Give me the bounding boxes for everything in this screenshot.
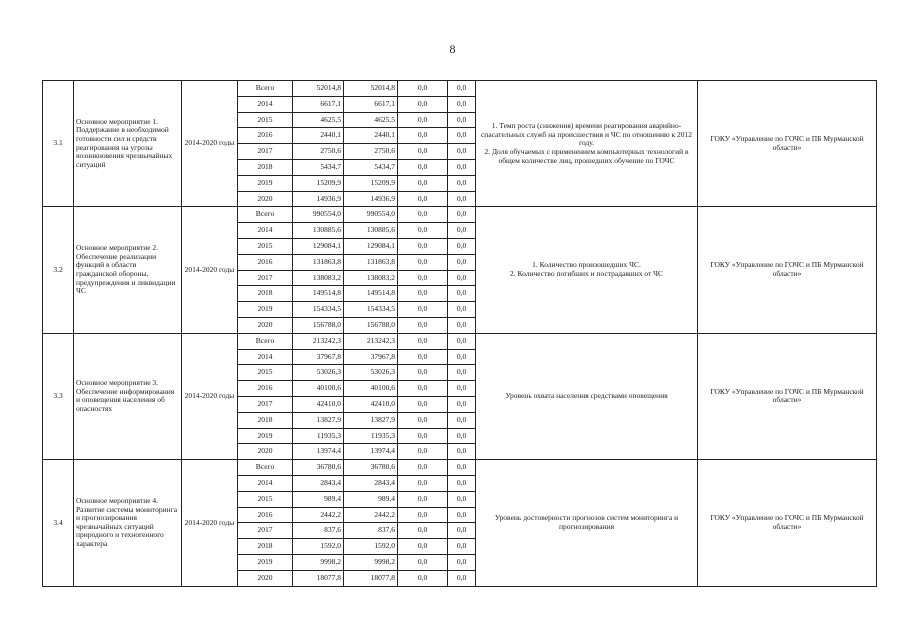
total-cell: 13974,4 (293, 444, 344, 460)
regional-cell: 9998,2 (344, 554, 398, 570)
total-cell: 36780,6 (293, 460, 344, 476)
total-cell: 154334,5 (293, 302, 344, 318)
other-cell: 0,0 (448, 144, 476, 160)
federal-cell: 0,0 (398, 507, 448, 523)
total-cell: 131863,8 (293, 254, 344, 270)
indicator-text: 2. Количество погибших и пострадавших от ЧС (509, 269, 664, 279)
indicators-cell (476, 81, 698, 207)
federal-cell: 0,0 (398, 223, 448, 239)
regional-cell: 36780,6 (344, 460, 398, 476)
indicators-cell (476, 460, 698, 586)
federal-cell: 0,0 (398, 317, 448, 333)
regional-cell: 2442,2 (344, 507, 398, 523)
year-cell: 2015 (238, 238, 293, 254)
total-cell: 990554,0 (293, 207, 344, 223)
regional-cell: 6617,1 (344, 96, 398, 112)
year-cell: Всего (238, 207, 293, 223)
federal-cell: 0,0 (398, 523, 448, 539)
federal-cell: 0,0 (398, 570, 448, 586)
executor-cell: ГОКУ «Управление по ГОЧС и ПБ Мурманской области» (698, 207, 877, 333)
total-cell: 15209,9 (293, 175, 344, 191)
measure-period: 2014-2020 годы (182, 333, 238, 459)
other-cell: 0,0 (448, 475, 476, 491)
regional-cell: 213242,3 (344, 333, 398, 349)
regional-cell: 40100,6 (344, 381, 398, 397)
year-cell: 2015 (238, 112, 293, 128)
measure-number: 3.3 (43, 333, 74, 459)
total-cell: 9998,2 (293, 554, 344, 570)
federal-cell: 0,0 (398, 412, 448, 428)
total-cell: 2843,4 (293, 475, 344, 491)
other-cell: 0,0 (448, 302, 476, 318)
year-cell: 2017 (238, 396, 293, 412)
total-cell: 52014,8 (293, 81, 344, 97)
other-cell: 0,0 (448, 412, 476, 428)
total-cell: 2750,6 (293, 144, 344, 160)
year-cell: 2016 (238, 254, 293, 270)
other-cell: 0,0 (448, 112, 476, 128)
regional-cell: 989,4 (344, 491, 398, 507)
federal-cell: 0,0 (398, 191, 448, 207)
year-cell: 2017 (238, 270, 293, 286)
total-cell: 149514,8 (293, 286, 344, 302)
year-cell: 2019 (238, 302, 293, 318)
year-cell: 2019 (238, 175, 293, 191)
regional-cell: 4625,5 (344, 112, 398, 128)
measure-period: 2014-2020 годы (182, 207, 238, 333)
other-cell: 0,0 (448, 175, 476, 191)
federal-cell: 0,0 (398, 333, 448, 349)
year-cell: 2016 (238, 381, 293, 397)
total-cell: 156788,0 (293, 317, 344, 333)
regional-cell: 131863,8 (344, 254, 398, 270)
total-cell: 14936,9 (293, 191, 344, 207)
regional-cell: 990554,0 (344, 207, 398, 223)
other-cell: 0,0 (448, 223, 476, 239)
page-number: 8 (449, 42, 456, 56)
other-cell: 0,0 (448, 365, 476, 381)
year-cell: 2015 (238, 365, 293, 381)
year-cell: 2014 (238, 349, 293, 365)
regional-cell: 149514,8 (344, 286, 398, 302)
year-cell: 2017 (238, 523, 293, 539)
year-cell: 2017 (238, 144, 293, 160)
regional-cell: 53026,3 (344, 365, 398, 381)
regional-cell: 837,6 (344, 523, 398, 539)
other-cell: 0,0 (448, 396, 476, 412)
total-cell: 11935,3 (293, 428, 344, 444)
federal-cell: 0,0 (398, 554, 448, 570)
regional-cell: 154334,5 (344, 302, 398, 318)
regional-cell: 130885,6 (344, 223, 398, 239)
year-cell: 2018 (238, 412, 293, 428)
federal-cell: 0,0 (398, 349, 448, 365)
other-cell: 0,0 (448, 539, 476, 555)
federal-cell: 0,0 (398, 254, 448, 270)
federal-cell: 0,0 (398, 428, 448, 444)
total-cell: 837,6 (293, 523, 344, 539)
regional-cell: 2440,1 (344, 128, 398, 144)
measure-period: 2014-2020 годы (182, 81, 238, 207)
federal-cell: 0,0 (398, 175, 448, 191)
total-cell: 129084,1 (293, 238, 344, 254)
measure-name: Основное мероприятие 2. Обеспечение реализации функций в области гражданской обороны, предупреждения и ликвидации ЧС (74, 207, 182, 333)
year-cell: 2014 (238, 223, 293, 239)
indicator-text: Уровень достоверности прогнозов систем мониторинга и прогнозирования (494, 513, 679, 531)
other-cell: 0,0 (448, 428, 476, 444)
other-cell: 0,0 (448, 491, 476, 507)
other-cell: 0,0 (448, 159, 476, 175)
federal-cell: 0,0 (398, 286, 448, 302)
regional-cell: 14936,9 (344, 191, 398, 207)
regional-cell: 18077,8 (344, 570, 398, 586)
table-row (43, 207, 877, 223)
total-cell: 989,4 (293, 491, 344, 507)
regional-cell: 138083,2 (344, 270, 398, 286)
measure-name: Основное мероприятие 3. Обеспечение информирования и оповещения населения об опасностях (74, 333, 182, 459)
year-cell: 2016 (238, 507, 293, 523)
total-cell: 5434,7 (293, 159, 344, 175)
federal-cell: 0,0 (398, 144, 448, 160)
federal-cell: 0,0 (398, 539, 448, 555)
total-cell: 40100,6 (293, 381, 344, 397)
other-cell: 0,0 (448, 444, 476, 460)
measure-number: 3.2 (43, 207, 74, 333)
other-cell: 0,0 (448, 238, 476, 254)
executor-cell: ГОКУ «Управление по ГОЧС и ПБ Мурманской области» (698, 333, 877, 459)
total-cell: 138083,2 (293, 270, 344, 286)
other-cell: 0,0 (448, 96, 476, 112)
regional-cell: 129084,1 (344, 238, 398, 254)
year-cell: 2020 (238, 191, 293, 207)
other-cell: 0,0 (448, 128, 476, 144)
other-cell: 0,0 (448, 207, 476, 223)
other-cell: 0,0 (448, 254, 476, 270)
measure-number: 3.1 (43, 81, 74, 207)
total-cell: 1592,0 (293, 539, 344, 555)
federal-cell: 0,0 (398, 460, 448, 476)
total-cell: 130885,6 (293, 223, 344, 239)
other-cell: 0,0 (448, 349, 476, 365)
total-cell: 2442,2 (293, 507, 344, 523)
total-cell: 18077,8 (293, 570, 344, 586)
other-cell: 0,0 (448, 81, 476, 97)
federal-cell: 0,0 (398, 444, 448, 460)
federal-cell: 0,0 (398, 491, 448, 507)
year-cell: 2014 (238, 96, 293, 112)
other-cell: 0,0 (448, 460, 476, 476)
year-cell: Всего (238, 460, 293, 476)
other-cell: 0,0 (448, 523, 476, 539)
federal-cell: 0,0 (398, 381, 448, 397)
measure-name: Основное мероприятие 1. Поддержание в необходимой готовности сил и средств реагирования на угрозы возникновения чрезвычайных ситуаций (74, 81, 182, 207)
year-cell: Всего (238, 333, 293, 349)
total-cell: 4625,5 (293, 112, 344, 128)
federal-cell: 0,0 (398, 238, 448, 254)
federal-cell: 0,0 (398, 159, 448, 175)
other-cell: 0,0 (448, 286, 476, 302)
other-cell: 0,0 (448, 507, 476, 523)
indicator-text: Уровень охвата населения средствами оповещения (505, 391, 668, 401)
federal-cell: 0,0 (398, 302, 448, 318)
regional-cell: 156788,0 (344, 317, 398, 333)
year-cell: 2018 (238, 539, 293, 555)
executor-cell: ГОКУ «Управление по ГОЧС и ПБ Мурманской области» (698, 81, 877, 207)
indicators-cell (476, 207, 698, 333)
regional-cell: 52014,8 (344, 81, 398, 97)
year-cell: 2014 (238, 475, 293, 491)
regional-cell: 13974,4 (344, 444, 398, 460)
year-cell: 2019 (238, 554, 293, 570)
indicator-text: 1. Темп роста (снижения) времени реагирования аварийно-спасательных служб на происшествия и ЧС по отношению к 2012 году. (480, 121, 693, 148)
other-cell: 0,0 (448, 191, 476, 207)
year-cell: 2020 (238, 444, 293, 460)
indicators-cell (476, 333, 698, 459)
total-cell: 53026,3 (293, 365, 344, 381)
regional-cell: 13827,9 (344, 412, 398, 428)
regional-cell: 42410,0 (344, 396, 398, 412)
table-row (43, 460, 877, 476)
year-cell: 2020 (238, 570, 293, 586)
regional-cell: 11935,3 (344, 428, 398, 444)
measure-period: 2014-2020 годы (182, 460, 238, 586)
indicator-text: 2. Доля обучаемых с применением компьютерных технологий в общем количестве лиц, прошедших обучение по ГОЧС (484, 147, 689, 165)
other-cell: 0,0 (448, 317, 476, 333)
total-cell: 213242,3 (293, 333, 344, 349)
regional-cell: 2843,4 (344, 475, 398, 491)
measure-name: Основное мероприятие 4. Развитие системы мониторинга и прогнозирования чрезвычайных ситуаций природного и техногенного характера (74, 460, 182, 586)
total-cell: 6617,1 (293, 96, 344, 112)
federal-cell: 0,0 (398, 365, 448, 381)
regional-cell: 37967,8 (344, 349, 398, 365)
federal-cell: 0,0 (398, 396, 448, 412)
total-cell: 42410,0 (293, 396, 344, 412)
regional-cell: 1592,0 (344, 539, 398, 555)
regional-cell: 5434,7 (344, 159, 398, 175)
year-cell: 2015 (238, 491, 293, 507)
other-cell: 0,0 (448, 554, 476, 570)
other-cell: 0,0 (448, 333, 476, 349)
total-cell: 2440,1 (293, 128, 344, 144)
year-cell: 2020 (238, 317, 293, 333)
federal-cell: 0,0 (398, 112, 448, 128)
federal-cell: 0,0 (398, 96, 448, 112)
other-cell: 0,0 (448, 570, 476, 586)
year-cell: 2018 (238, 286, 293, 302)
federal-cell: 0,0 (398, 270, 448, 286)
year-cell: 2018 (238, 159, 293, 175)
year-cell: Всего (238, 81, 293, 97)
total-cell: 37967,8 (293, 349, 344, 365)
regional-cell: 15209,9 (344, 175, 398, 191)
table-row (43, 81, 877, 97)
federal-cell: 0,0 (398, 207, 448, 223)
measure-number: 3.4 (43, 460, 74, 586)
other-cell: 0,0 (448, 381, 476, 397)
year-cell: 2016 (238, 128, 293, 144)
federal-cell: 0,0 (398, 81, 448, 97)
year-cell: 2019 (238, 428, 293, 444)
executor-cell: ГОКУ «Управление по ГОЧС и ПБ Мурманской области» (698, 460, 877, 586)
other-cell: 0,0 (448, 270, 476, 286)
table-row (43, 333, 877, 349)
federal-cell: 0,0 (398, 475, 448, 491)
federal-cell: 0,0 (398, 128, 448, 144)
total-cell: 13827,9 (293, 412, 344, 428)
measures-table (42, 80, 877, 587)
indicator-text: 1. Количество произошедших ЧС. (532, 260, 641, 270)
regional-cell: 2750,6 (344, 144, 398, 160)
